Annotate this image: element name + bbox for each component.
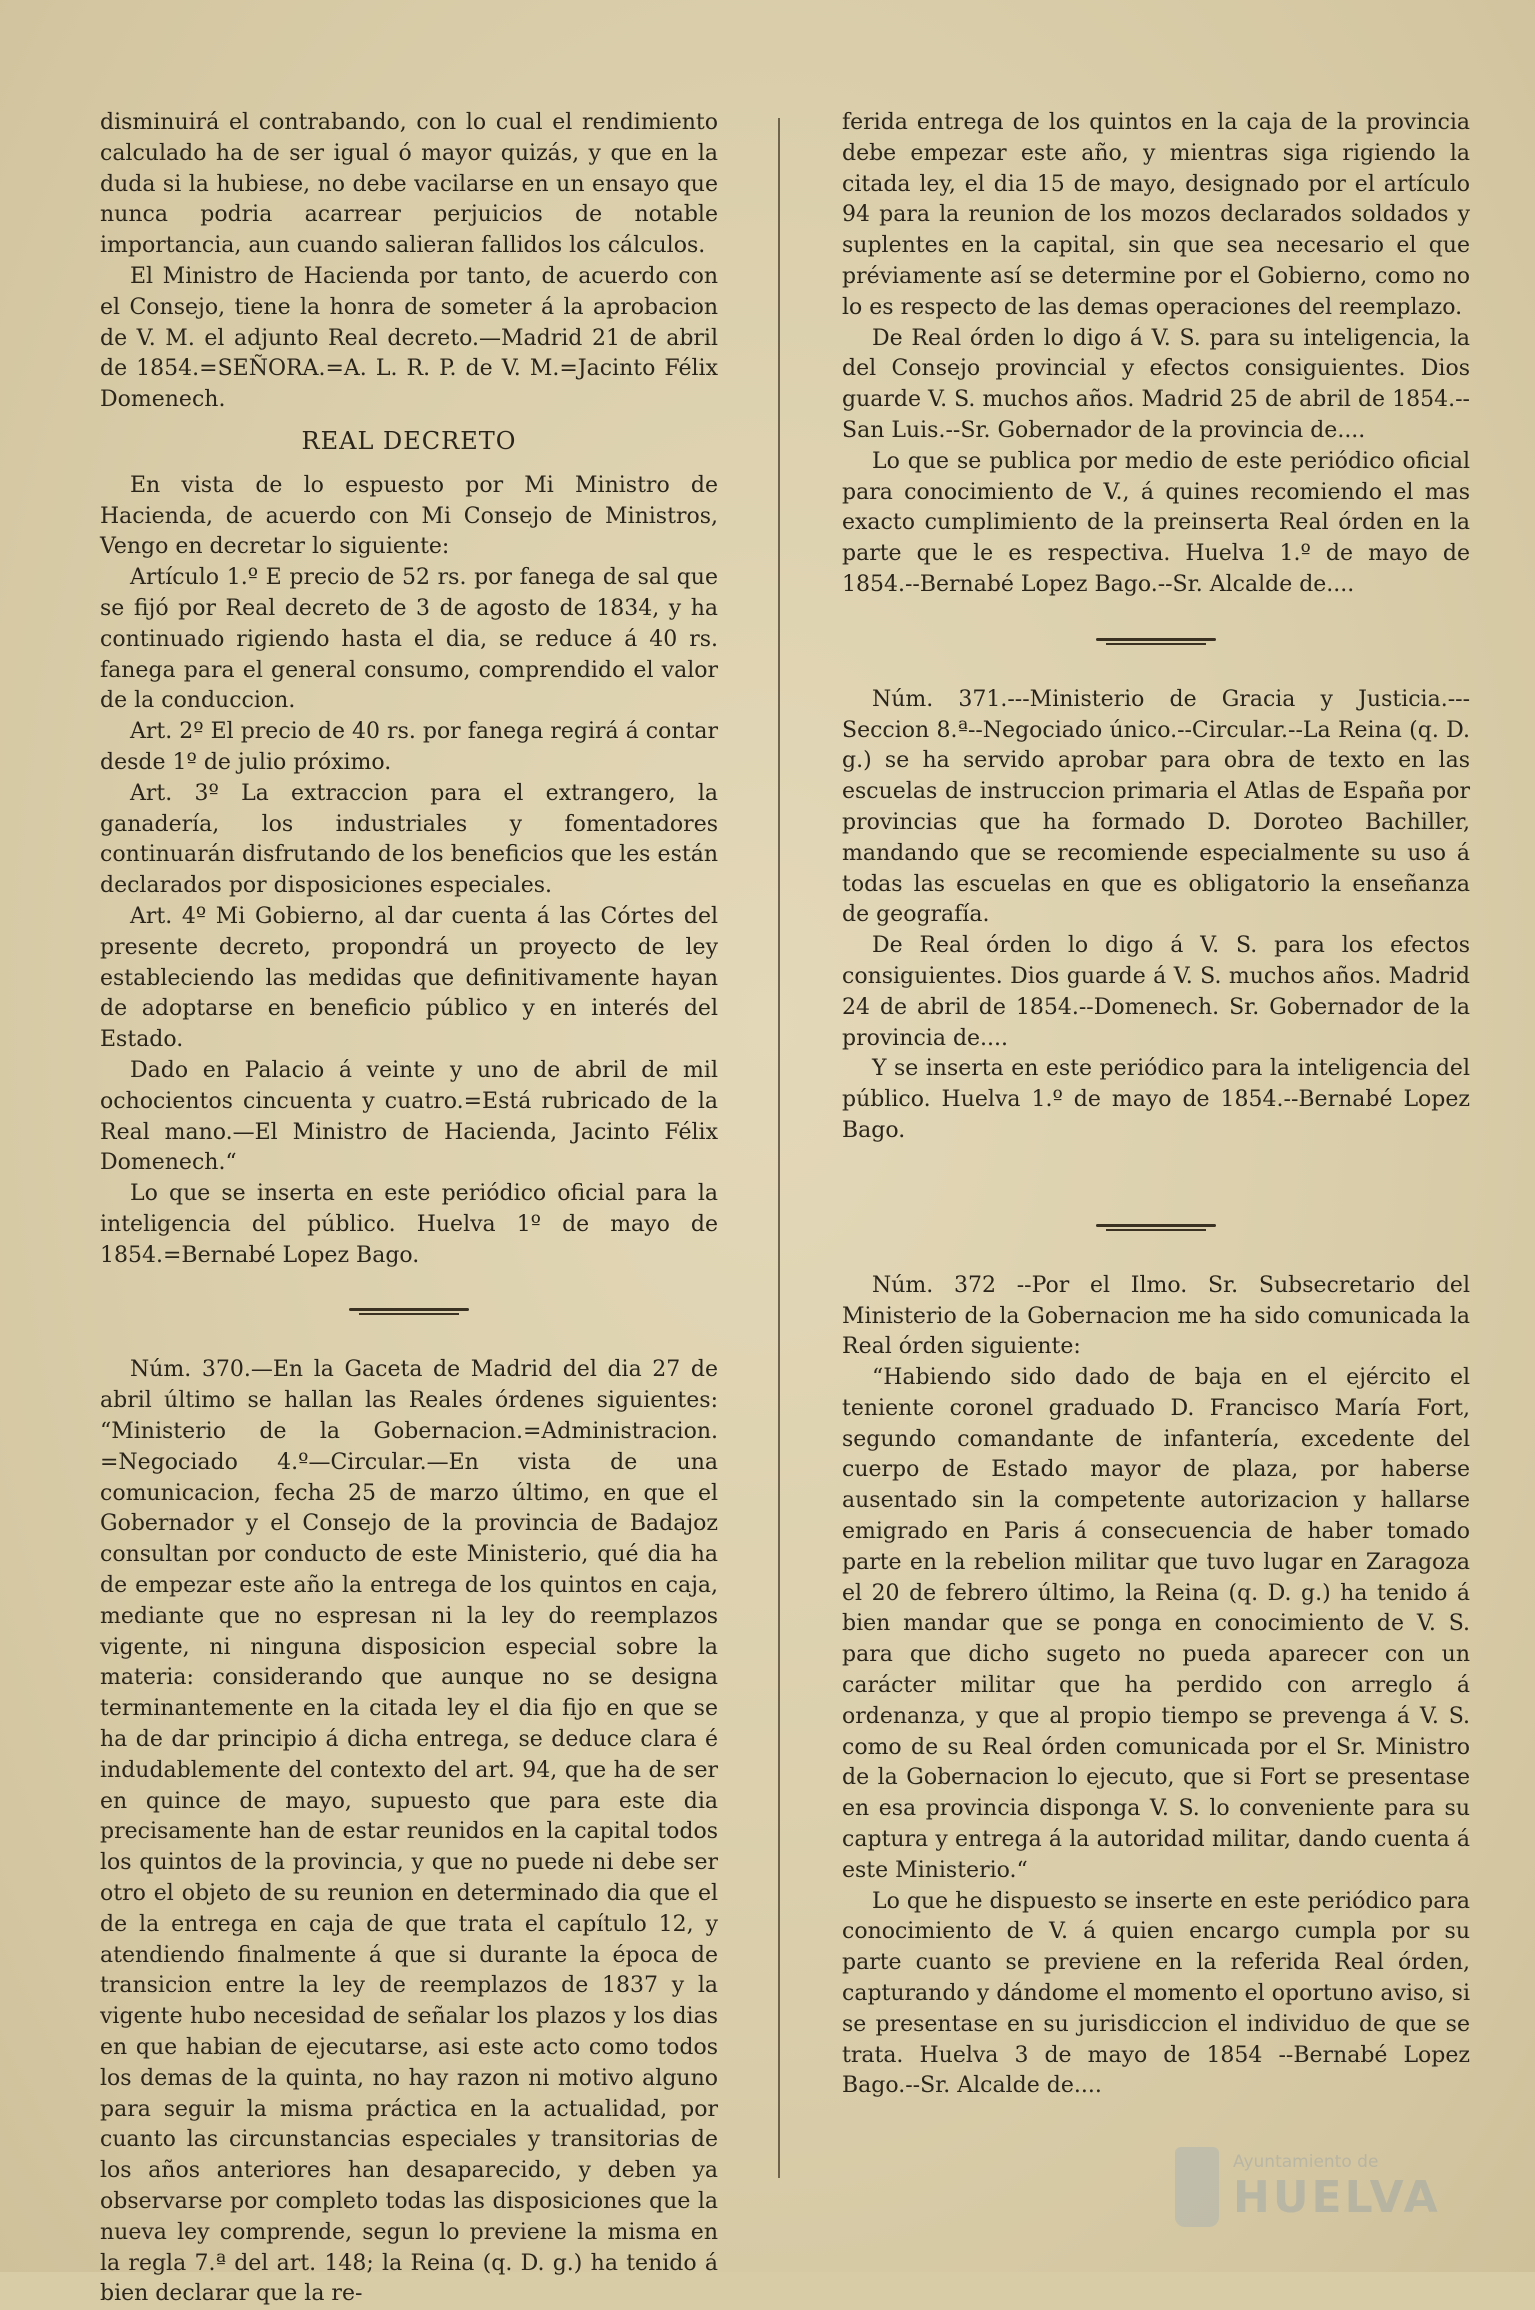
left-column bbox=[100, 108, 718, 2310]
separator-rule bbox=[349, 1305, 469, 1317]
paragraph: En vista de lo espuesto por Mi Ministro de Hacienda, de acuerdo con Mi Consejo de Ministros, Vengo en decretar lo siguiente: bbox=[100, 472, 718, 560]
paragraph: Dado en Palacio á veinte y uno de abril de mil ochocientos cincuenta y cuatro.=Está rubricado de la Real mano.—El Ministro de Hacienda, Jacinto Félix Domenech.“ bbox=[100, 1057, 718, 1176]
right-column bbox=[842, 108, 1470, 2102]
notice-372: Núm. 372 --Por el Ilmo. Sr. Subsecretario del Ministerio de la Gobernacion me ha sido comunicada la Real órden siguiente: bbox=[842, 1272, 1470, 1360]
article-2: Art. 2º El precio de 40 rs. por fanega regirá á contar desde 1º de julio próximo. bbox=[100, 719, 718, 775]
paragraph: De Real órden lo digo á V. S. para los efectos consiguientes. Dios guarde á V. S. muchos años. Madrid 24 de abril de 1854.--Domenech. Sr. Gobernador de la provincia de.... bbox=[842, 933, 1470, 1051]
paragraph: Lo que se inserta en este periódico oficial para la inteligencia del público. Huelva 1º de mayo de 1854.=Bernabé Lopez Bago. bbox=[100, 1181, 718, 1268]
spacer bbox=[842, 1147, 1470, 1187]
article-1: Artículo 1.º E precio de 52 rs. por fanega de sal que se fijó por Real decreto de 3 de agosto de 1834, y ha continuado rigiendo hasta el dia, se reduce á 40 rs. fanega para el general consumo, comprendido el valor de la conduccion. bbox=[100, 565, 718, 714]
paragraph: “Habiendo sido dado de baja en el ejército el teniente coronel graduado D. Francisco María Fort, segundo comandante de infantería, excedente del cuerpo de Estado mayor de plaza, por haberse ausentado sin la competente autorizacion y hallarse emigrado en Paris á consecuencia de haber tomado parte en la rebelion militar que tuvo lugar en Zaragoza el 20 de febrero último, la Reina (q. D. g.) ha tenido á bien mandar que se ponga en conocimiento de V. S. para que dicho sugeto no pueda aparecer con un carácter militar que ha perdido con arreglo á ordenanza, y que al propio tiempo se prevenga á V. S. como de su Real órden comunicada por el Sr. Ministro de la Gobernacion lo ejecuto, que si Fort se presentase en esa provincia disponga V. S. lo conveniente para su captura y entrega á la autoridad militar, dando cuenta á este Ministerio.“ bbox=[842, 1365, 1470, 1883]
article-4: Art. 4º Mi Gobierno, al dar cuenta á las Córtes del presente decreto, propondrá un proyecto de ley estableciendo las medidas que definitivamente hayan de adoptarse en beneficio público y en interés del Estado. bbox=[100, 903, 718, 1053]
watermark-text bbox=[1233, 2152, 1441, 2223]
paragraph: Lo que he dispuesto se inserte en este periódico para conocimiento de V. á quien encargo cumpla por su parte cuanto se previene en la referida Real órden, capturando y dándome el momento el oportuno aviso, si se presentase en su jurisdiccion el individuo de que se trata. Huelva 3 de mayo de 1854 --Bernabé Lopez Bago.--Sr. Alcalde de.... bbox=[842, 1888, 1470, 2099]
column-divider bbox=[778, 118, 780, 2178]
paragraph: Y se inserta en este periódico para la inteligencia del público. Huelva 1.º de mayo de 1854.--Bernabé Lopez Bago. bbox=[842, 1056, 1470, 1143]
paragraph: disminuirá el contrabando, con lo cual el rendimiento calculado ha de ser igual ó mayor quizás, y que en la duda si la hubiese, no debe vacilarse en un ensayo que nunca podria acarrear perjuicios de notable importancia, aun cuando salieran fallidos los cálculos. bbox=[100, 110, 718, 259]
separator-rule bbox=[1096, 1221, 1216, 1233]
notice-370: Núm. 370.—En la Gaceta de Madrid del dia 27 de abril último se hallan las Reales órdenes siguientes: “Ministerio de la Gobernacion.=Administracion. =Negociado 4.º—Circular.—En vista de una comunicacion, fecha 25 de marzo último, en que el Gobernador y el Consejo de la provincia de Badajoz consultan por conducto de este Ministerio, qué dia ha de empezar este año la entrega de los quintos en caja, mediante que no espresan ni la ley do reemplazos vigente, ni ninguna disposicion especial sobre la materia: considerando que aunque no se designa terminantemente en la citada ley el dia fijo en que se ha de dar principio á dicha entrega, se deduce clara é indudablemente del contexto del art. 94, que ha de ser en quince de mayo, supuesto que para este dia precisamente han de estar reunidos en la capital todos los quintos de la provincia, y que no puede ni debe ser otro el objeto de su reunion en determinado dia que el de la entrega en caja de que trata el capítulo 12, y atendiendo finalmente á que si durante la época de transicion entre la ley de reemplazos de 1837 y la vigente hubo necesidad de señalar los plazos y los dias en que habian de ejecutarse, asi este acto como todos los demas de la quinta, no hay razon ni motivo alguno para seguir la misma práctica en la actualidad, por cuanto las circunstancias especiales y transitorias de los años anteriores han desaparecido, y deben ya observarse por completo todas las disposiciones que la nueva ley comprende, segun lo previene la misma en la regla 7.ª del art. 148; la Reina (q. D. g.) ha tenido á bien declarar que la re- bbox=[100, 1357, 718, 2307]
paragraph: El Ministro de Hacienda por tanto, de acuerdo con el Consejo, tiene la honra de someter á la aprobacion de V. M. el adjunto Real decreto.—Madrid 21 de abril de 1854.=SEÑORA.=A. L. R. P. de V. M.=Jacinto Félix Domenech. bbox=[100, 263, 718, 413]
section-heading: REAL DECRETO bbox=[301, 426, 517, 455]
watermark-line2: HUELVA bbox=[1233, 2171, 1441, 2223]
paragraph: ferida entrega de los quintos en la caja de la provincia debe empezar este año, y mientras siga rigiendo la citada ley, el dia 15 de mayo, designado por el artículo 94 para la reunion de los mozos declarados soldados y suplentes en la capital, sin que sea necesario el que préviamente así se determine por el Gobierno, como no lo es respecto de las demas operaciones del reemplazo. bbox=[842, 110, 1470, 320]
article-3: Art. 3º La extraccion para el extrangero, la ganadería, los industriales y fomentadores continuarán disfrutando de los beneficios que les están declarados por disposiciones especiales. bbox=[100, 780, 718, 899]
archive-watermark bbox=[1175, 2142, 1475, 2232]
paragraph: De Real órden lo digo á V. S. para su inteligencia, la del Consejo provincial y efectos consiguientes. Dios guarde V. S. muchos años. Madrid 25 de abril de 1854.--San Luis.--Sr. Gobernador de la provincia de.... bbox=[842, 325, 1470, 443]
separator-rule bbox=[1096, 635, 1216, 647]
huelva-emblem-icon bbox=[1175, 2147, 1219, 2227]
watermark-line1: Ayuntamiento de bbox=[1233, 2151, 1379, 2172]
paragraph: Lo que se publica por medio de este periódico oficial para conocimiento de V., á quines recomiendo el mas exacto cumplimiento de la preinserta Real órden en la parte que le es respectiva. Huelva 1.º de mayo de 1854.--Bernabé Lopez Bago.--Sr. Alcalde de.... bbox=[842, 448, 1470, 597]
notice-371: Núm. 371.---Ministerio de Gracia y Justicia.--- Seccion 8.ª--Negociado único.--Circular.--La Reina (q. D. g.) se ha servido aprobar para obra de texto en las escuelas de instruccion primaria el Atlas de España por provincias que ha formado D. Doroteo Bachiller, mandando que se recomiende especialmente su uso á todas las escuelas en que es obligatorio la enseñanza de geografía. bbox=[842, 686, 1470, 928]
